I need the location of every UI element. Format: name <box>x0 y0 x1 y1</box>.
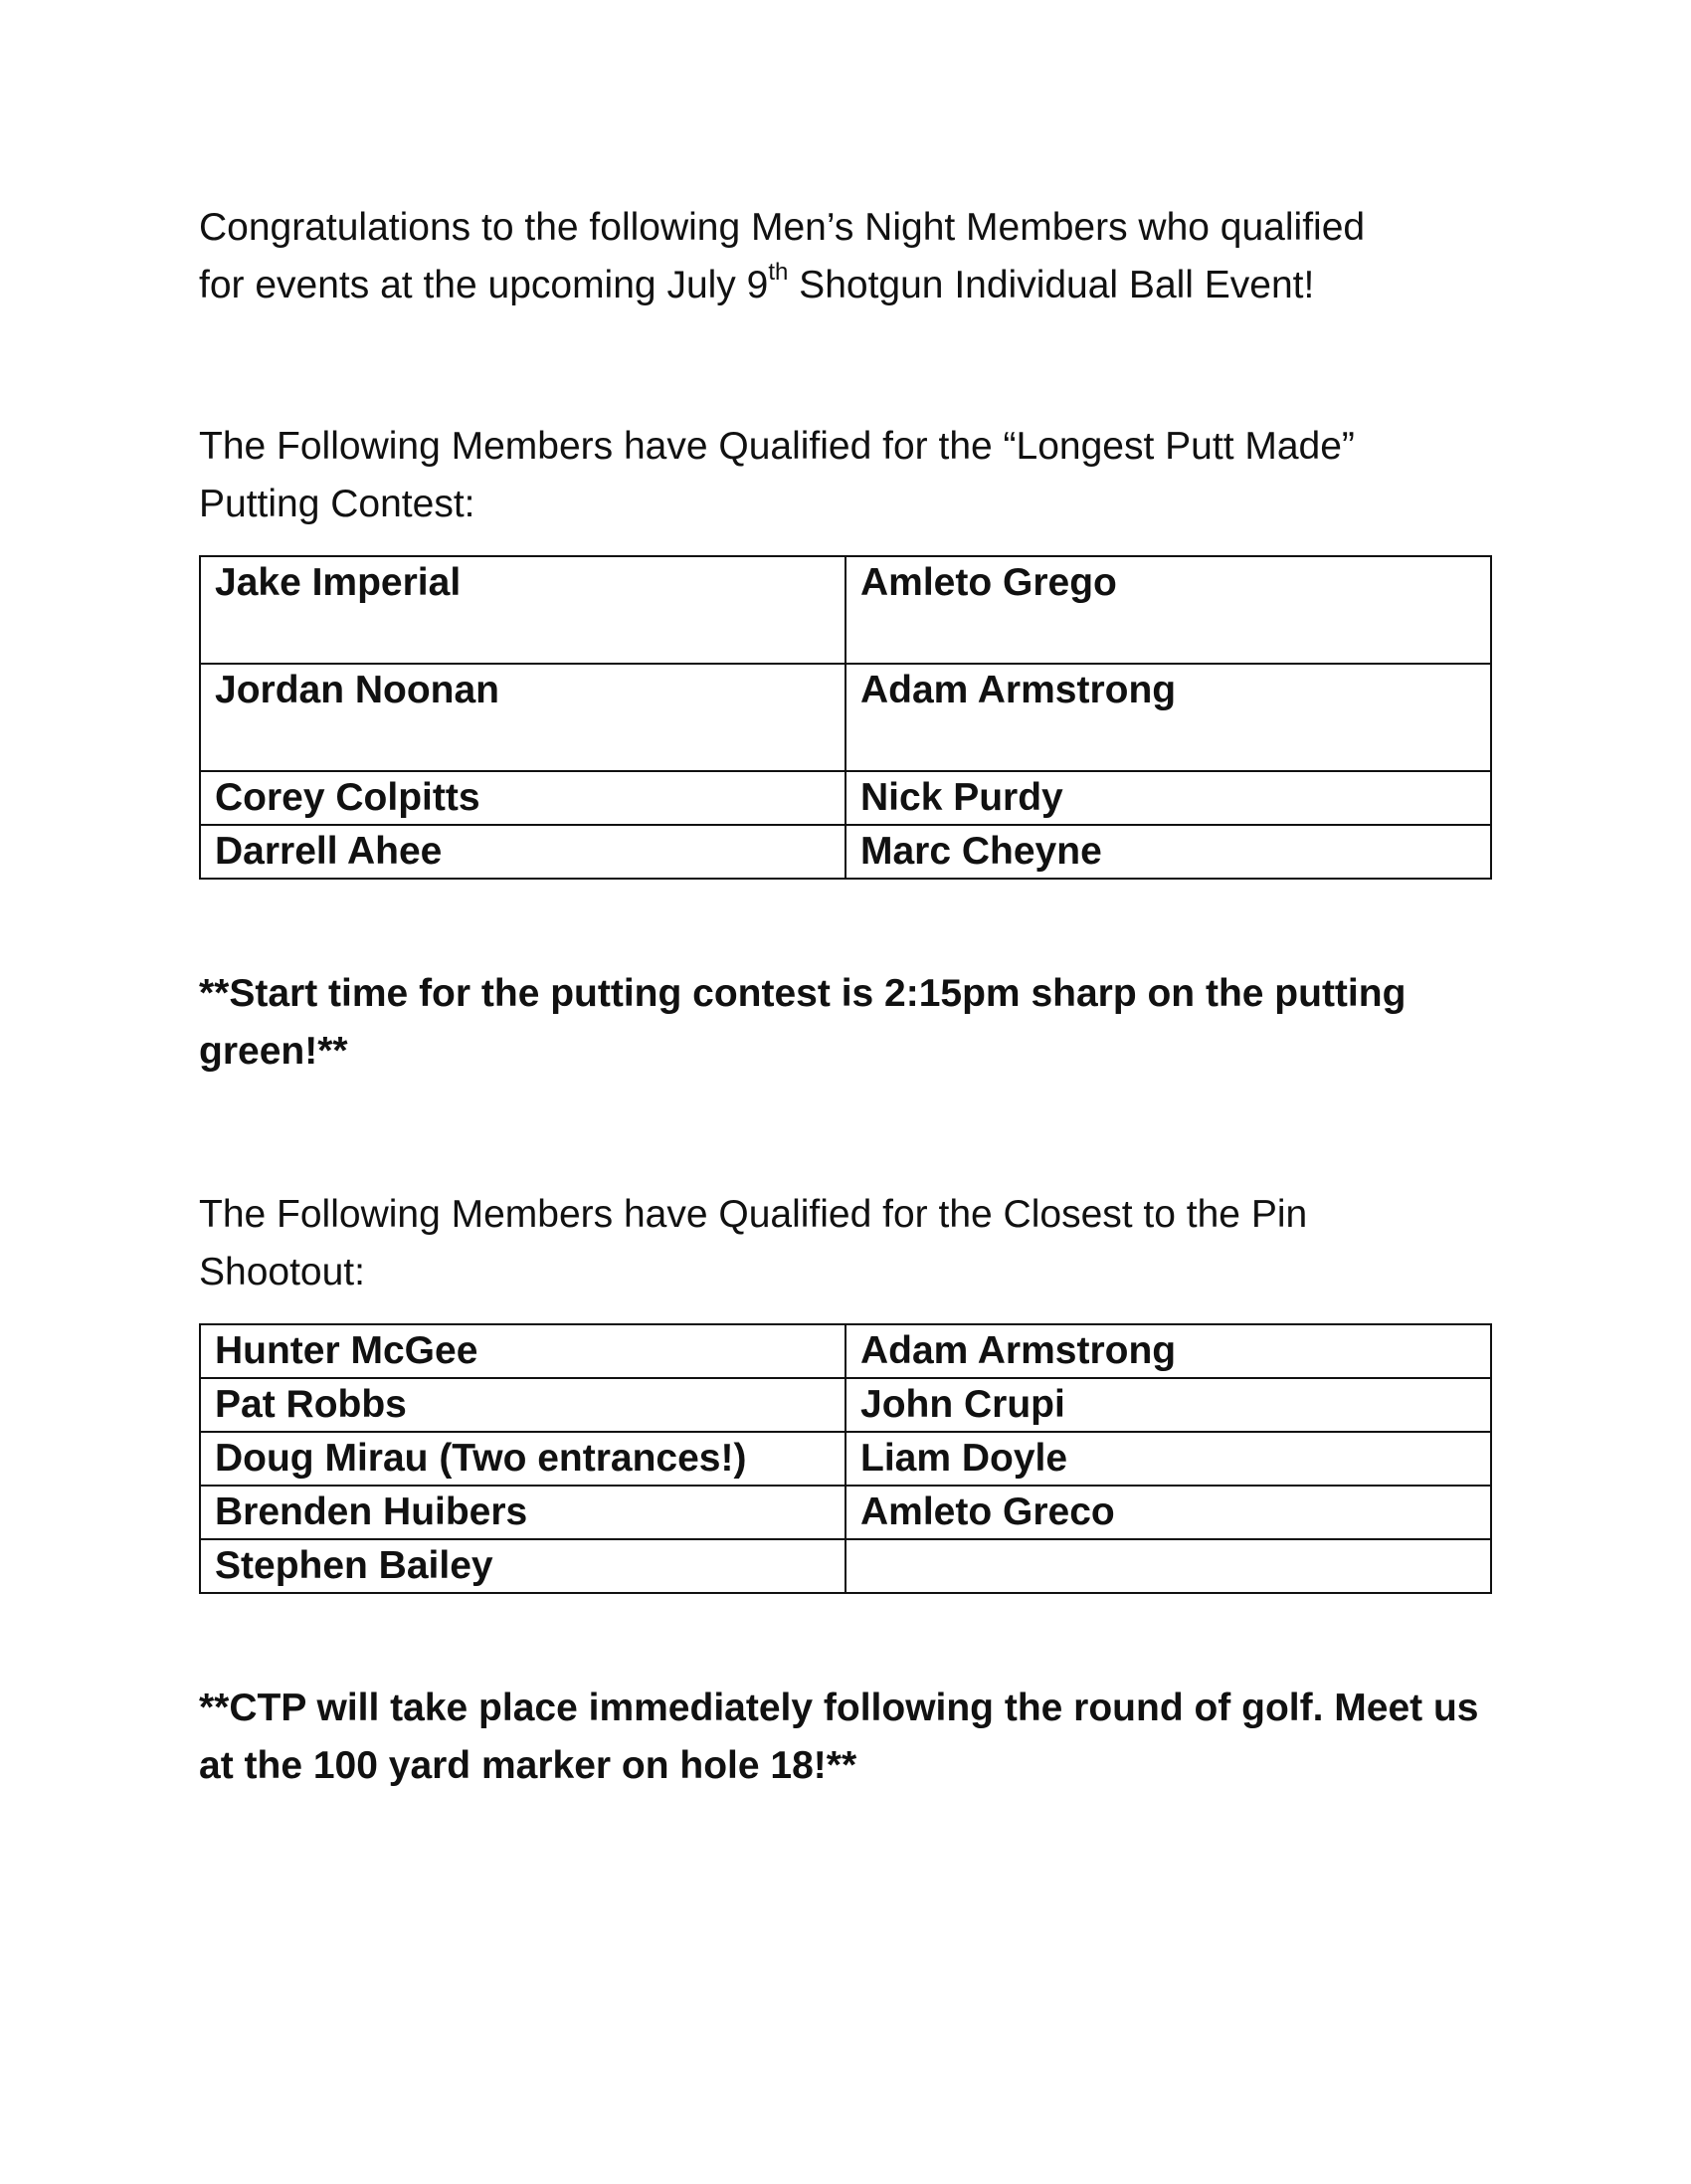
table-cell: Darrell Ahee <box>200 825 846 879</box>
table-cell: Corey Colpitts <box>200 771 846 825</box>
ctp-note-line-2: at the 100 yard marker on hole 18!** <box>199 1744 857 1787</box>
table-cell: Doug Mirau (Two entrances!) <box>200 1432 846 1486</box>
table-row <box>200 1539 1491 1593</box>
table-row <box>200 1324 1491 1378</box>
table-cell: Marc Cheyne <box>846 825 1491 879</box>
ctp-heading <box>199 1186 1492 1301</box>
table-row <box>200 825 1491 879</box>
table-cell: Amleto Grego <box>846 556 1491 664</box>
putting-note-line-1: **Start time for the putting contest is 2:15pm sharp on the putting <box>199 972 1407 1015</box>
putting-heading-line-2: Putting Contest: <box>199 483 475 525</box>
putting-heading <box>199 418 1492 533</box>
table-cell: Liam Doyle <box>846 1432 1491 1486</box>
table-cell: Stephen Bailey <box>200 1539 846 1593</box>
putting-note <box>199 965 1492 1081</box>
table-cell: Pat Robbs <box>200 1378 846 1432</box>
intro-line-2-end: Shotgun Individual Ball Event! <box>788 264 1315 306</box>
table-cell: Brenden Huibers <box>200 1486 846 1539</box>
table-cell: Jordan Noonan <box>200 664 846 771</box>
table-cell: John Crupi <box>846 1378 1491 1432</box>
table-cell: Hunter McGee <box>200 1324 846 1378</box>
table-cell: Amleto Greco <box>846 1486 1491 1539</box>
putting-heading-line-1: The Following Members have Qualified for the “Longest Putt Made” <box>199 425 1355 468</box>
putting-qualifiers-table <box>199 555 1492 880</box>
ctp-heading-line-1: The Following Members have Qualified for the Closest to the Pin <box>199 1193 1308 1236</box>
ctp-heading-line-2: Shootout: <box>199 1251 365 1293</box>
table-cell-empty <box>846 1539 1491 1593</box>
table-row <box>200 664 1491 771</box>
intro-paragraph <box>199 199 1492 314</box>
intro-line-2-start: for events at the upcoming July 9 <box>199 264 769 306</box>
table-row <box>200 1432 1491 1486</box>
table-cell: Nick Purdy <box>846 771 1491 825</box>
ctp-qualifiers-table <box>199 1323 1492 1594</box>
ctp-note-line-1: **CTP will take place immediately following the round of golf. Meet us <box>199 1687 1479 1729</box>
table-row <box>200 556 1491 664</box>
table-row <box>200 1486 1491 1539</box>
ctp-note <box>199 1680 1492 1795</box>
table-cell: Adam Armstrong <box>846 664 1491 771</box>
ordinal-suffix: th <box>768 259 789 286</box>
table-row <box>200 1378 1491 1432</box>
intro-line-1: Congratulations to the following Men’s Night Members who qualified <box>199 206 1366 249</box>
putting-note-line-2: green!** <box>199 1030 348 1073</box>
table-cell: Jake Imperial <box>200 556 846 664</box>
table-cell: Adam Armstrong <box>846 1324 1491 1378</box>
table-row <box>200 771 1491 825</box>
